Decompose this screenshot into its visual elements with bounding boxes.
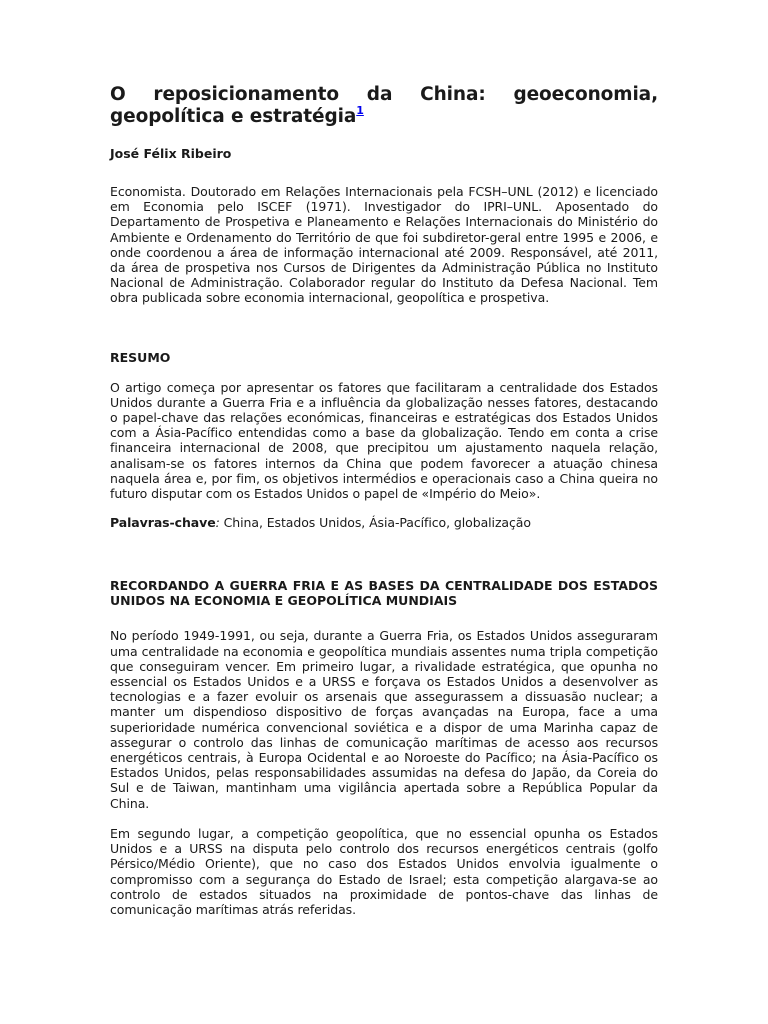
keywords-list: China, Estados Unidos, Ásia-Pacífico, globalização [219, 515, 531, 531]
section-paragraph: No período 1949-1991, ou seja, durante a Guerra Fria, os Estados Unidos asseguraram uma centralidade na economia e geopolítica mundiais assentes numa tripla competição que conseguiram vencer. Em primeiro lugar, a rivalidade estratégica, que opunha no essencial os Estados Unidos e a URSS e forçava os Estados Unidos a desenvolver as tecnologias e a fazer evoluir os arsenais que assegurassem a dissuasão nuclear; a manter um dispendioso dispositivo de forças avançadas na Europa, face a uma superioridade numérica convencional soviética e a dispor de uma Marinha capaz de assegurar o controlo das linhas de comunicação marítimas de acesso aos recursos energéticos centrais, à Europa Ocidental e ao Noroeste do Pacífico; na Ásia-Pacífico os Estados Unidos, pelas responsabilidades assumidas na defesa do Japão, da Coreia do Sul e de Taiwan, mantinham uma vigilância apertada sobre a República Popular da China. [110, 628, 658, 811]
abstract-heading: RESUMO [110, 349, 171, 365]
keywords-colon: : [215, 515, 220, 531]
section-paragraph: Em segundo lugar, a competição geopolítica, que no essencial opunha os Estados Unidos e a URSS na disputa pelo controlo dos recursos energéticos centrais (golfo Pérsico/Médio Oriente), que no caso dos Estados Unidos envolvia igualmente o compromisso com a segurança do Estado de Israel; esta competição alargava-se ao controlo de estados situados na proximidade de pontos-chave das linhas de comunicação marítimas atrás referidas. [110, 825, 658, 917]
footnote-link[interactable]: 1 [356, 104, 364, 117]
keywords-line [110, 515, 658, 530]
article-title [110, 84, 658, 128]
author-bio: Economista. Doutorado em Relações Internacionais pela FCSH–UNL (2012) e licenciado em Economia pelo ISCEF (1971). Investigador do IPRI–UNL. Aposentado do Departamento de Prospetiva e Planeamento e Relações Internacionais do Ministério do Ambiente e Ordenamento do Território de que foi subdiretor-geral entre 1995 e 2006, e onde coordenou a área de informação internacional até 2009. Responsável, até 2011, da área de prospetiva nos Cursos de Dirigentes da Administração Pública no Instituto Nacional de Administração. Colaborador regular do Instituto da Defesa Nacional. Tem obra publicada sobre economia internacional, geopolítica e prospetiva. [110, 184, 658, 306]
abstract-text: O artigo começa por apresentar os fatores que facilitaram a centralidade dos Estados Unidos durante a Guerra Fria e a influência da globalização nesses fatores, destacando o papel-chave das relações económicas, financeiras e estratégicas dos Estados Unidos com a Ásia-Pacífico entendidas como a base da globalização. Tendo em conta a crise financeira internacional de 2008, que precipitou um ajustamento naquela relação, analisam-se os fatores internos da China que podem favorecer a atuação chinesa naquela área e, por fim, os objetivos intermédios e operacionais caso a China queira no futuro disputar com os Estados Unidos o papel de «Império do Meio». [110, 379, 658, 502]
author-name: José Félix Ribeiro [110, 146, 232, 161]
section-heading: RECORDANDO A GUERRA FRIA E AS BASES DA CENTRALIDADE DOS ESTADOS UNIDOS NA ECONOMIA E GEOPOLÍTICA MUNDIAIS [110, 578, 658, 609]
footnote-marker [356, 104, 364, 117]
document-page [110, 84, 658, 917]
article-title-text: O reposicionamento da China: geoeconomia, geopolítica e estratégia [110, 84, 658, 127]
keywords-label: Palavras-chave [110, 515, 216, 531]
